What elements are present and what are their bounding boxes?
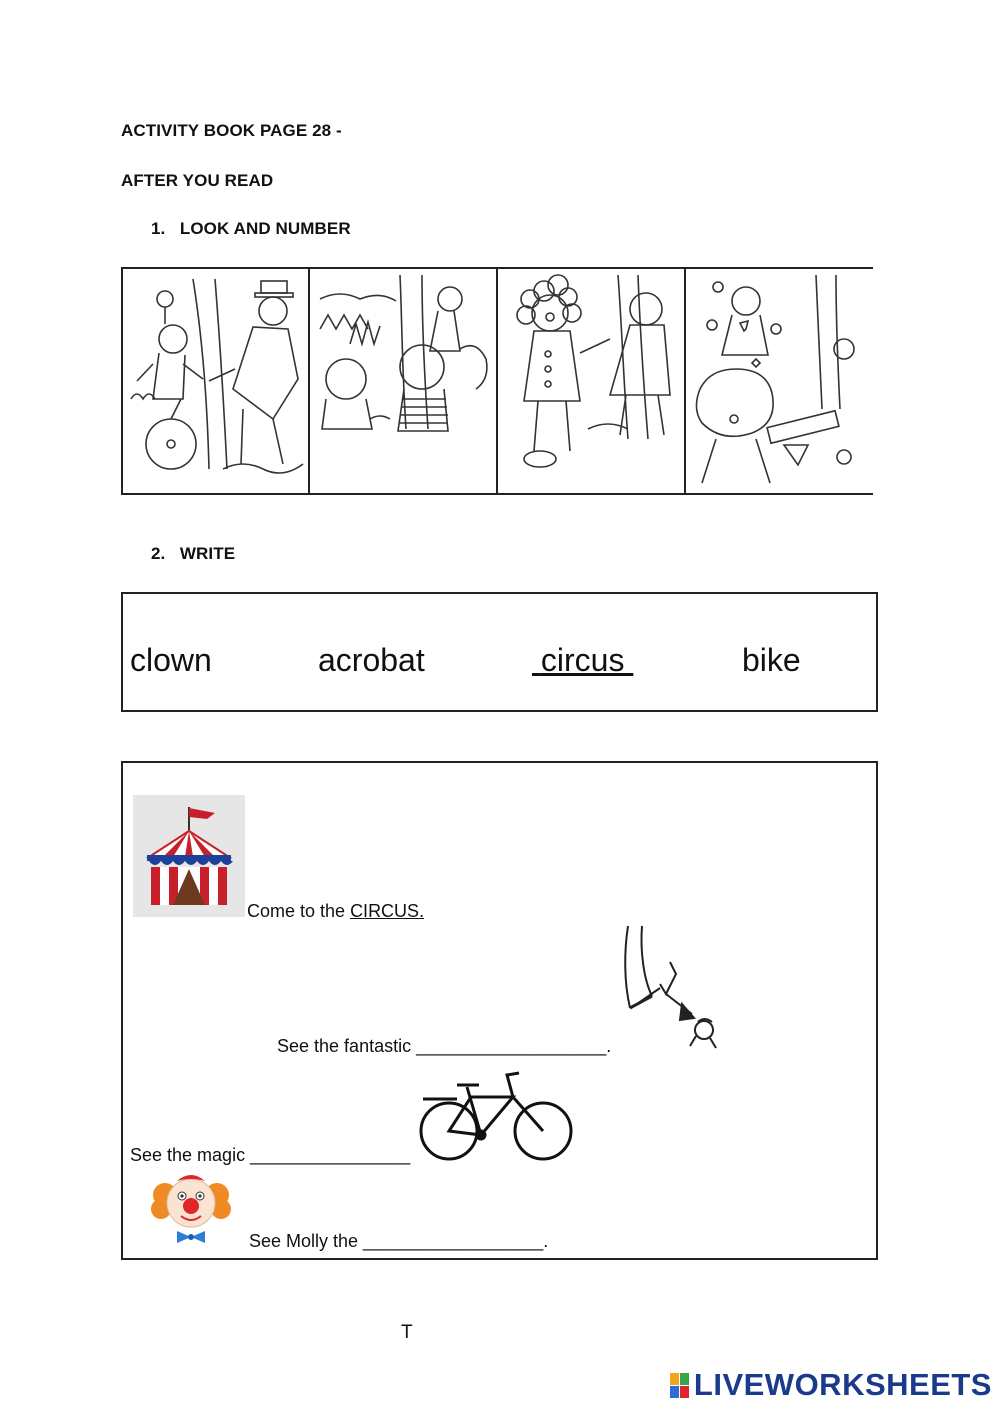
- sentence-bike[interactable]: See the magic ________________: [130, 1145, 411, 1165]
- clown-icon: [151, 1171, 231, 1245]
- word-bank-item-bike[interactable]: bike: [742, 642, 801, 678]
- circus-tent-icon: [133, 795, 245, 917]
- bike-icon: [417, 1063, 577, 1165]
- section-1-label: LOOK AND NUMBER: [179, 219, 351, 238]
- picture-panel-2[interactable]: [310, 269, 498, 493]
- logo-blocks-icon: [670, 1373, 689, 1398]
- acrobat-icon: [620, 922, 722, 1054]
- word-bank-item-circus-text: circus: [540, 642, 625, 678]
- picture-panel-3[interactable]: [498, 269, 686, 493]
- section-2-number: 2.: [151, 544, 166, 563]
- sentence-circus-answer[interactable]: CIRCUS.: [350, 901, 425, 921]
- section-1-heading: [151, 219, 351, 239]
- stray-letter: T: [401, 1322, 413, 1343]
- page-subtitle: AFTER YOU READ: [121, 171, 274, 190]
- section-2-heading: [151, 544, 235, 564]
- page-title: ACTIVITY BOOK PAGE 28 -: [121, 121, 342, 140]
- picture-strip: [121, 267, 873, 495]
- word-bank-item-clown[interactable]: clown: [130, 642, 212, 678]
- sentence-circus: [247, 901, 424, 922]
- brand-name: LIVEWORKSHEETS: [693, 1367, 992, 1402]
- children-in-park-illustration: [310, 269, 496, 493]
- sentence-circus-prefix: Come to the: [247, 901, 351, 921]
- picture-panel-1[interactable]: [123, 269, 310, 493]
- section-2-label: WRITE: [179, 544, 236, 563]
- word-bank-item-acrobat[interactable]: acrobat: [318, 642, 425, 678]
- sentences-box: [121, 761, 878, 1260]
- sentence-acrobat[interactable]: See the fantastic ___________________.: [277, 1036, 612, 1056]
- sentence-clown[interactable]: See Molly the __________________.: [249, 1231, 549, 1251]
- word-bank-item-circus[interactable]: [532, 642, 633, 679]
- word-bank: [121, 592, 878, 712]
- section-1-number: 1.: [151, 219, 166, 238]
- clown-and-ringmaster-illustration: [498, 269, 684, 493]
- liveworksheets-logo: [670, 1367, 992, 1403]
- picture-panel-4[interactable]: [686, 269, 873, 493]
- juggling-boy-illustration: [686, 269, 871, 493]
- ringmaster-and-bike-illustration: [123, 269, 308, 493]
